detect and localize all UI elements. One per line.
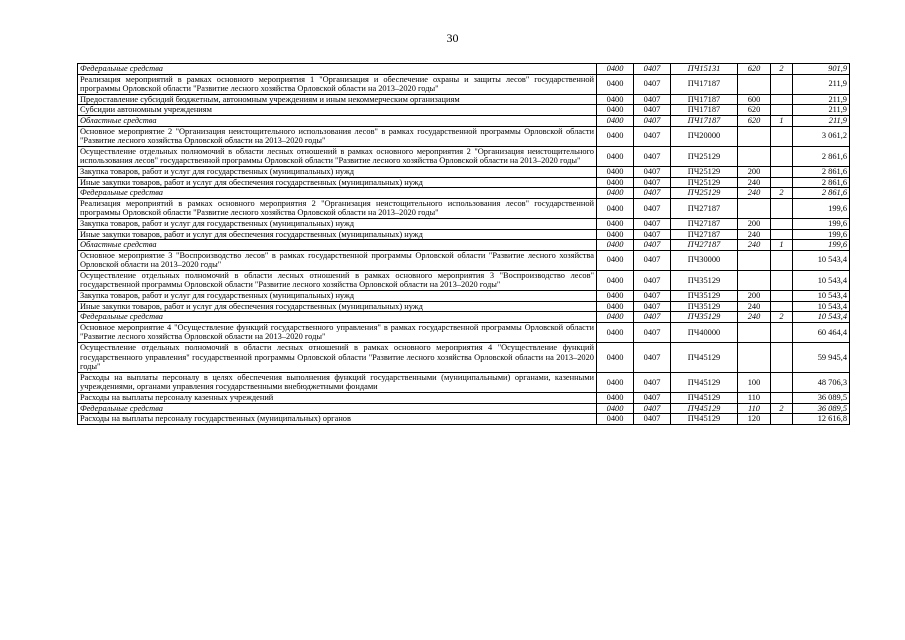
row-section-cell: 0400 — [597, 64, 634, 75]
row-subsection-cell: 0407 — [634, 126, 671, 146]
row-target-article-cell: ПЧ20000 — [671, 126, 738, 146]
table-row — [78, 126, 850, 146]
row-target-article-cell: ПЧ25129 — [671, 166, 738, 177]
row-subsection-cell: 0407 — [634, 94, 671, 105]
row-section-cell: 0400 — [597, 146, 634, 166]
row-expense-type-cell: 110 — [738, 403, 771, 414]
row-name-cell: Субсидии автономным учреждениям — [78, 105, 597, 116]
table-row — [78, 105, 850, 116]
row-expense-type-cell — [738, 198, 771, 218]
row-target-article-cell: ПЧ35129 — [671, 312, 738, 323]
row-section-cell: 0400 — [597, 393, 634, 404]
row-name-cell: Федеральные средства — [78, 312, 597, 323]
row-name-cell: Осуществление отдельных полномочий в области лесных отношений в рамках основного мероприятия 3 "Воспроизводство лесов" государственной программы Орловской области "Развитие лесного хозяйства Орловской области на 2013–2020 годы" — [78, 270, 597, 290]
row-subsection-cell: 0407 — [634, 64, 671, 75]
row-name-cell: Основное мероприятие 4 "Осуществление функций государственного управления" в рамках государственной программы Орловской области "Развитие лесного хозяйства Орловской области на 2013–2020 годы" — [78, 322, 597, 342]
row-amount-cell: 2 861,6 — [793, 177, 850, 188]
page-number: 30 — [446, 31, 459, 45]
row-expense-type-cell: 200 — [738, 291, 771, 302]
row-name-cell: Областные средства — [78, 240, 597, 251]
row-name-cell: Федеральные средства — [78, 64, 597, 75]
row-name-cell: Федеральные средства — [78, 188, 597, 199]
row-subsection-cell: 0407 — [634, 403, 671, 414]
row-source-cell — [771, 372, 793, 392]
row-amount-cell: 2 861,6 — [793, 146, 850, 166]
row-section-cell: 0400 — [597, 270, 634, 290]
row-source-cell — [771, 177, 793, 188]
row-amount-cell: 10 543,4 — [793, 270, 850, 290]
table-row — [78, 250, 850, 270]
row-expense-type-cell: 240 — [738, 188, 771, 199]
table-row — [78, 166, 850, 177]
row-subsection-cell: 0407 — [634, 146, 671, 166]
row-expense-type-cell: 110 — [738, 393, 771, 404]
row-amount-cell: 48 706,3 — [793, 372, 850, 392]
table-row — [78, 291, 850, 302]
row-expense-type-cell: 600 — [738, 94, 771, 105]
row-expense-type-cell — [738, 343, 771, 373]
row-subsection-cell: 0407 — [634, 229, 671, 240]
row-section-cell: 0400 — [597, 105, 634, 116]
row-subsection-cell: 0407 — [634, 188, 671, 199]
row-source-cell: 2 — [771, 188, 793, 199]
row-amount-cell: 2 861,6 — [793, 166, 850, 177]
row-subsection-cell: 0407 — [634, 240, 671, 251]
row-amount-cell: 199,6 — [793, 240, 850, 251]
row-section-cell: 0400 — [597, 229, 634, 240]
budget-table-body — [78, 64, 850, 425]
row-section-cell: 0400 — [597, 188, 634, 199]
row-expense-type-cell: 240 — [738, 301, 771, 312]
row-amount-cell: 10 543,4 — [793, 291, 850, 302]
row-source-cell — [771, 393, 793, 404]
row-source-cell — [771, 291, 793, 302]
row-name-cell: Предоставление субсидий бюджетным, автономным учреждениям и иным некоммерческим организациям — [78, 94, 597, 105]
row-name-cell: Закупка товаров, работ и услуг для государственных (муниципальных) нужд — [78, 291, 597, 302]
row-target-article-cell: ПЧ35129 — [671, 291, 738, 302]
row-amount-cell: 2 861,6 — [793, 188, 850, 199]
table-row — [78, 177, 850, 188]
row-name-cell: Закупка товаров, работ и услуг для государственных (муниципальных) нужд — [78, 166, 597, 177]
table-row — [78, 270, 850, 290]
row-target-article-cell: ПЧ17187 — [671, 74, 738, 94]
row-amount-cell: 211,9 — [793, 74, 850, 94]
row-subsection-cell: 0407 — [634, 166, 671, 177]
row-target-article-cell: ПЧ25129 — [671, 146, 738, 166]
row-name-cell: Иные закупки товаров, работ и услуг для обеспечения государственных (муниципальных) нужд — [78, 301, 597, 312]
row-target-article-cell: ПЧ17187 — [671, 115, 738, 126]
row-section-cell: 0400 — [597, 177, 634, 188]
row-subsection-cell: 0407 — [634, 322, 671, 342]
row-source-cell — [771, 166, 793, 177]
row-subsection-cell: 0407 — [634, 414, 671, 425]
row-target-article-cell: ПЧ40000 — [671, 322, 738, 342]
row-target-article-cell: ПЧ45129 — [671, 372, 738, 392]
row-source-cell — [771, 105, 793, 116]
row-section-cell: 0400 — [597, 343, 634, 373]
row-section-cell: 0400 — [597, 301, 634, 312]
row-target-article-cell: ПЧ25129 — [671, 188, 738, 199]
row-source-cell — [771, 146, 793, 166]
row-section-cell: 0400 — [597, 250, 634, 270]
row-expense-type-cell — [738, 146, 771, 166]
row-source-cell — [771, 198, 793, 218]
row-expense-type-cell — [738, 250, 771, 270]
row-source-cell — [771, 343, 793, 373]
row-section-cell: 0400 — [597, 372, 634, 392]
row-subsection-cell: 0407 — [634, 301, 671, 312]
row-name-cell: Осуществление отдельных полномочий в области лесных отношений в рамках основного мероприятия 2 "Организация неистощительного использования лесов" государственной программы Орловской области "Развитие лесного хозяйства Орловской области на 2013–2020 годы" — [78, 146, 597, 166]
row-section-cell: 0400 — [597, 291, 634, 302]
row-name-cell: Основное мероприятие 3 "Воспроизводство лесов" в рамках государственной программы Орловской области "Развитие лесного хозяйства Орловской области на 2013–2020 годы" — [78, 250, 597, 270]
table-row — [78, 403, 850, 414]
row-section-cell: 0400 — [597, 74, 634, 94]
table-row — [78, 115, 850, 126]
row-target-article-cell: ПЧ35129 — [671, 270, 738, 290]
table-row — [78, 64, 850, 75]
row-target-article-cell: ПЧ30000 — [671, 250, 738, 270]
table-row — [78, 312, 850, 323]
row-subsection-cell: 0407 — [634, 372, 671, 392]
row-name-cell: Расходы на выплаты персоналу в целях обеспечения выполнения функций государственными (муниципальными) органами, казенными учреждениями, органами управления государственными внебюджетными фондами — [78, 372, 597, 392]
row-expense-type-cell — [738, 270, 771, 290]
row-name-cell: Расходы на выплаты персоналу государственных (муниципальных) органов — [78, 414, 597, 425]
row-expense-type-cell: 240 — [738, 312, 771, 323]
row-subsection-cell: 0407 — [634, 393, 671, 404]
table-row — [78, 74, 850, 94]
row-name-cell: Закупка товаров, работ и услуг для государственных (муниципальных) нужд — [78, 218, 597, 229]
table-row — [78, 240, 850, 251]
row-amount-cell: 199,6 — [793, 218, 850, 229]
table-row — [78, 393, 850, 404]
row-source-cell — [771, 94, 793, 105]
row-amount-cell: 60 464,4 — [793, 322, 850, 342]
table-row — [78, 301, 850, 312]
row-section-cell: 0400 — [597, 403, 634, 414]
row-target-article-cell: ПЧ27187 — [671, 240, 738, 251]
row-expense-type-cell: 240 — [738, 229, 771, 240]
row-name-cell: Реализация мероприятий в рамках основного мероприятия 1 "Организация и обеспечение охраны и защиты лесов" государственной программы Орловской области "Развитие лесного хозяйства Орловской области на 2013–2020 годы" — [78, 74, 597, 94]
table-row — [78, 188, 850, 199]
row-amount-cell: 211,9 — [793, 105, 850, 116]
row-target-article-cell: ПЧ27187 — [671, 229, 738, 240]
row-target-article-cell: ПЧ27187 — [671, 198, 738, 218]
row-amount-cell: 211,9 — [793, 115, 850, 126]
row-section-cell: 0400 — [597, 414, 634, 425]
row-section-cell: 0400 — [597, 322, 634, 342]
table-row — [78, 414, 850, 425]
row-section-cell: 0400 — [597, 94, 634, 105]
row-target-article-cell: ПЧ25129 — [671, 177, 738, 188]
row-amount-cell: 59 945,4 — [793, 343, 850, 373]
row-expense-type-cell: 620 — [738, 64, 771, 75]
row-section-cell: 0400 — [597, 240, 634, 251]
row-name-cell: Осуществление отдельных полномочий в области лесных отношений в рамках основного мероприятия 4 "Осуществление функций государственного управления" государственной программы Орловской области "Развитие лесного хозяйства Орловской области на 2013–2020 годы" — [78, 343, 597, 373]
row-name-cell: Реализация мероприятий в рамках основного мероприятия 2 "Организация неистощительного использования лесов" государственной программы Орловской области "Развитие лесного хозяйства Орловской области на 2013–2020 годы" — [78, 198, 597, 218]
row-amount-cell: 36 089,5 — [793, 403, 850, 414]
row-section-cell: 0400 — [597, 166, 634, 177]
row-expense-type-cell: 100 — [738, 372, 771, 392]
row-source-cell — [771, 218, 793, 229]
row-target-article-cell: ПЧ15131 — [671, 64, 738, 75]
row-amount-cell: 10 543,4 — [793, 250, 850, 270]
row-name-cell: Иные закупки товаров, работ и услуг для обеспечения государственных (муниципальных) нужд — [78, 229, 597, 240]
row-source-cell — [771, 74, 793, 94]
row-amount-cell: 199,6 — [793, 198, 850, 218]
row-subsection-cell: 0407 — [634, 291, 671, 302]
row-expense-type-cell: 200 — [738, 218, 771, 229]
table-row — [78, 229, 850, 240]
row-source-cell — [771, 250, 793, 270]
row-subsection-cell: 0407 — [634, 270, 671, 290]
row-amount-cell: 10 543,4 — [793, 312, 850, 323]
row-source-cell: 1 — [771, 240, 793, 251]
row-section-cell: 0400 — [597, 312, 634, 323]
row-subsection-cell: 0407 — [634, 343, 671, 373]
row-amount-cell: 36 089,5 — [793, 393, 850, 404]
row-amount-cell: 211,9 — [793, 94, 850, 105]
row-source-cell: 2 — [771, 312, 793, 323]
table-row — [78, 146, 850, 166]
budget-table — [77, 63, 850, 425]
row-target-article-cell: ПЧ17187 — [671, 105, 738, 116]
row-section-cell: 0400 — [597, 126, 634, 146]
row-expense-type-cell: 120 — [738, 414, 771, 425]
row-subsection-cell: 0407 — [634, 115, 671, 126]
table-row — [78, 94, 850, 105]
row-subsection-cell: 0407 — [634, 312, 671, 323]
table-row — [78, 322, 850, 342]
row-source-cell — [771, 301, 793, 312]
row-expense-type-cell: 240 — [738, 240, 771, 251]
row-subsection-cell: 0407 — [634, 198, 671, 218]
row-subsection-cell: 0407 — [634, 74, 671, 94]
row-amount-cell: 12 616,8 — [793, 414, 850, 425]
row-name-cell: Федеральные средства — [78, 403, 597, 414]
row-expense-type-cell — [738, 126, 771, 146]
row-subsection-cell: 0407 — [634, 177, 671, 188]
row-source-cell — [771, 414, 793, 425]
row-amount-cell: 901,9 — [793, 64, 850, 75]
row-target-article-cell: ПЧ17187 — [671, 94, 738, 105]
row-expense-type-cell — [738, 322, 771, 342]
row-source-cell — [771, 126, 793, 146]
row-amount-cell: 10 543,4 — [793, 301, 850, 312]
row-target-article-cell: ПЧ27187 — [671, 218, 738, 229]
row-source-cell — [771, 270, 793, 290]
row-expense-type-cell: 620 — [738, 105, 771, 116]
table-row — [78, 343, 850, 373]
table-row — [78, 372, 850, 392]
row-expense-type-cell — [738, 74, 771, 94]
row-amount-cell: 3 061,2 — [793, 126, 850, 146]
row-target-article-cell: ПЧ45129 — [671, 343, 738, 373]
row-source-cell: 2 — [771, 403, 793, 414]
row-source-cell — [771, 322, 793, 342]
row-target-article-cell: ПЧ45129 — [671, 414, 738, 425]
table-row — [78, 198, 850, 218]
row-target-article-cell: ПЧ35129 — [671, 301, 738, 312]
row-subsection-cell: 0407 — [634, 218, 671, 229]
row-name-cell: Основное мероприятие 2 "Организация неистощительного использования лесов" в рамках государственной программы Орловской области "Развитие лесного хозяйства Орловской области на 2013–2020 годы" — [78, 126, 597, 146]
row-name-cell: Иные закупки товаров, работ и услуг для обеспечения государственных (муниципальных) нужд — [78, 177, 597, 188]
row-name-cell: Областные средства — [78, 115, 597, 126]
table-row — [78, 218, 850, 229]
row-expense-type-cell: 200 — [738, 166, 771, 177]
row-section-cell: 0400 — [597, 218, 634, 229]
row-source-cell: 2 — [771, 64, 793, 75]
row-section-cell: 0400 — [597, 115, 634, 126]
row-source-cell — [771, 229, 793, 240]
row-amount-cell: 199,6 — [793, 229, 850, 240]
row-target-article-cell: ПЧ45129 — [671, 393, 738, 404]
row-name-cell: Расходы на выплаты персоналу казенных учреждений — [78, 393, 597, 404]
row-subsection-cell: 0407 — [634, 105, 671, 116]
row-expense-type-cell: 620 — [738, 115, 771, 126]
row-target-article-cell: ПЧ45129 — [671, 403, 738, 414]
row-expense-type-cell: 240 — [738, 177, 771, 188]
row-subsection-cell: 0407 — [634, 250, 671, 270]
row-section-cell: 0400 — [597, 198, 634, 218]
row-source-cell: 1 — [771, 115, 793, 126]
